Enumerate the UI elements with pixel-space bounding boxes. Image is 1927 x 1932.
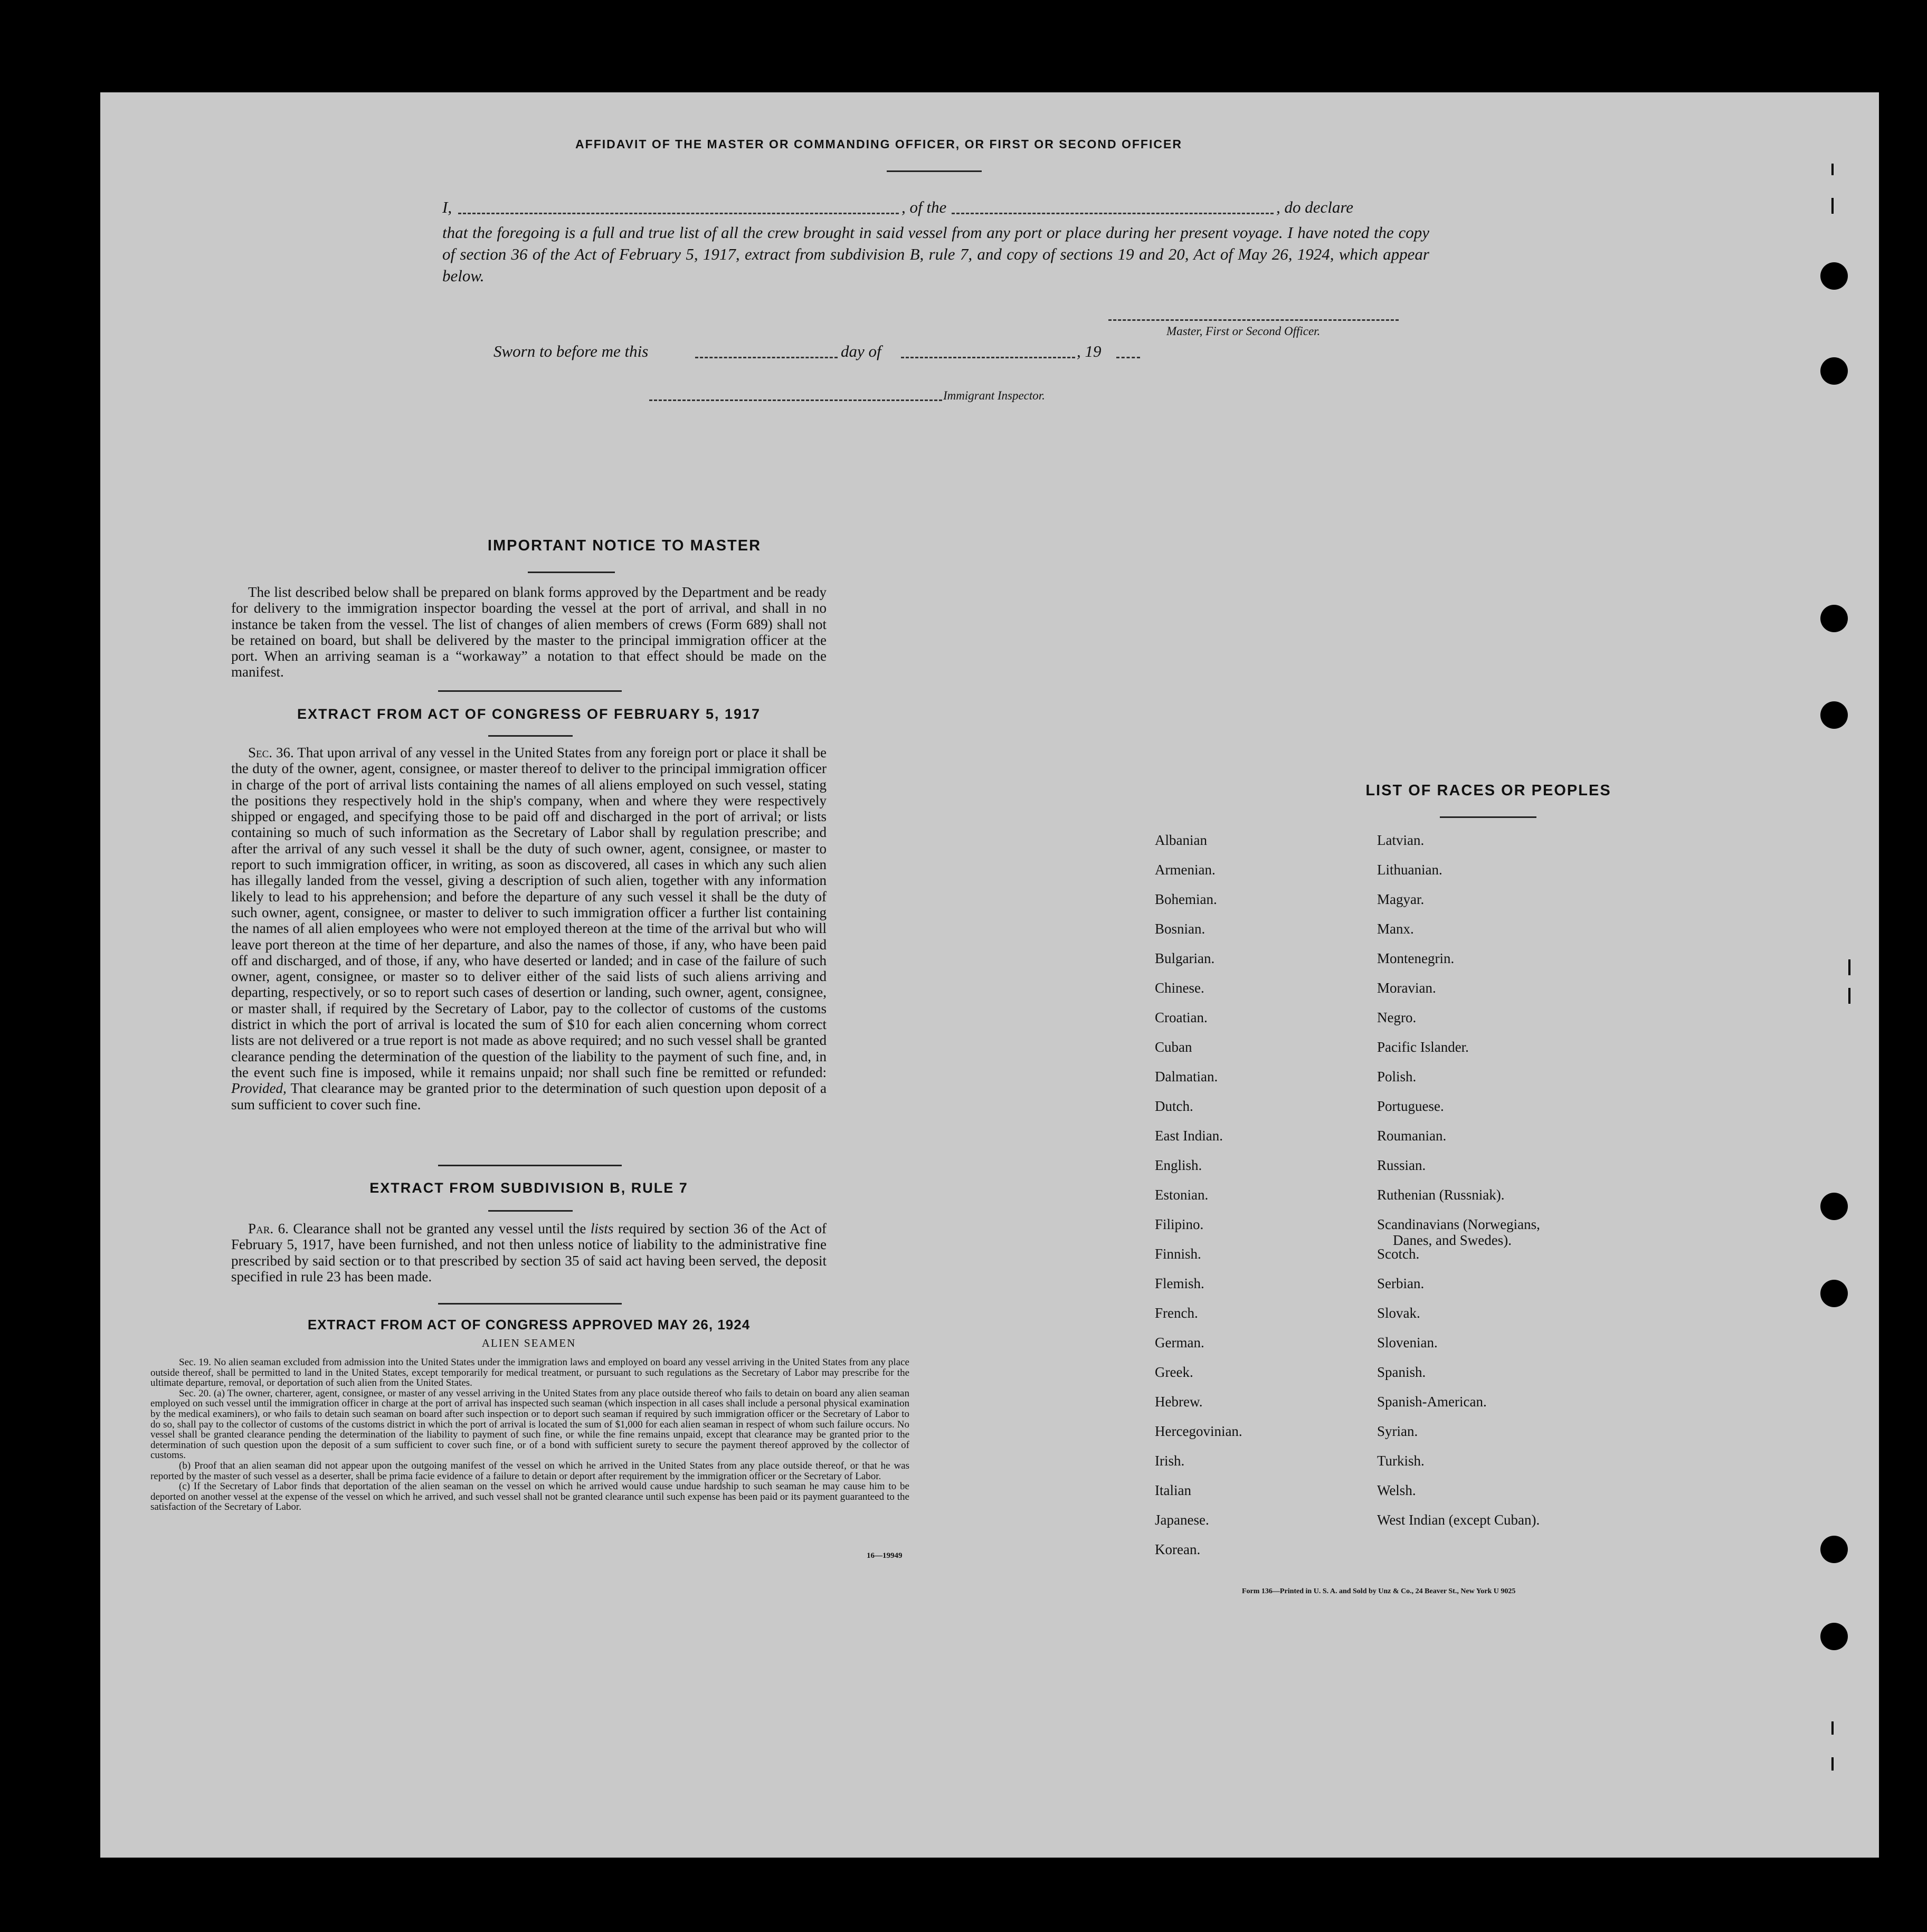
races-title-rule bbox=[1440, 816, 1536, 818]
race-item: Japanese. bbox=[1155, 1512, 1209, 1528]
race-item: Negro. bbox=[1377, 1010, 1417, 1025]
margin-mark bbox=[1848, 959, 1850, 975]
day-blank[interactable] bbox=[695, 357, 838, 358]
race-item: Irish. bbox=[1155, 1453, 1185, 1469]
race-item: Pacific Islander. bbox=[1377, 1039, 1469, 1055]
races-title: LIST OF RACES OR PEOPLES bbox=[1365, 782, 1611, 799]
document-page bbox=[100, 92, 1879, 1858]
race-item: Syrian. bbox=[1377, 1423, 1418, 1439]
race-item: Korean. bbox=[1155, 1541, 1201, 1557]
race-item: Slovak. bbox=[1377, 1305, 1420, 1321]
lists-word: lists bbox=[590, 1221, 614, 1236]
race-item: Cuban bbox=[1155, 1039, 1192, 1055]
race-item: Welsh. bbox=[1377, 1482, 1416, 1498]
race-item: Manx. bbox=[1377, 921, 1414, 937]
binder-hole bbox=[1820, 1193, 1848, 1220]
margin-mark bbox=[1831, 198, 1834, 214]
rule-7-rule bbox=[488, 1210, 573, 1212]
notice-title-rule bbox=[528, 572, 615, 573]
race-item: Spanish. bbox=[1377, 1364, 1426, 1380]
master-label: Master, First or Second Officer. bbox=[1166, 325, 1321, 338]
race-item: Croatian. bbox=[1155, 1010, 1208, 1025]
race-item: Greek. bbox=[1155, 1364, 1193, 1380]
form-footer: Form 136—Printed in U. S. A. and Sold by Unz & Co., 24 Beaver St., New York U 9025 bbox=[1242, 1587, 1516, 1595]
rule-7-title: EXTRACT FROM SUBDIVISION B, RULE 7 bbox=[369, 1180, 688, 1196]
provided-word: Provided, bbox=[231, 1080, 287, 1097]
binder-hole bbox=[1820, 1623, 1848, 1650]
declaration-line bbox=[442, 198, 1535, 219]
affidavit-title-rule bbox=[887, 170, 982, 172]
race-item: Filipino. bbox=[1155, 1216, 1204, 1232]
sec-36-text-end: That clearance may be granted prior to the determination of such question upon deposit of a sum sufficient to cover such fine. bbox=[231, 1080, 827, 1112]
race-item: Bosnian. bbox=[1155, 921, 1205, 937]
race-item: Roumanian. bbox=[1377, 1128, 1447, 1144]
notice-text: The list described below shall be prepared on blank forms approved by the Department and be ready for delivery to the immigration inspector boarding the vessel at the port of arrival, and shall in no instance be taken from the vessel. The list of changes of alien members of crews (Form 689) shall not be retained on board, but shall be delivered by the master to the principal immigration officer at the port. When an arriving seaman is a “workaway” a notation to that effect should be made on the manifest. bbox=[231, 584, 827, 680]
binder-hole bbox=[1820, 1280, 1848, 1307]
sworn-line bbox=[493, 342, 1232, 363]
binder-hole bbox=[1820, 1536, 1848, 1563]
margin-mark bbox=[1848, 988, 1850, 1004]
extract-1924-title: EXTRACT FROM ACT OF CONGRESS APPROVED MAY 26, 1924 bbox=[307, 1317, 751, 1333]
sec-36-label: Sec. 36. bbox=[248, 745, 294, 760]
race-item: Bulgarian. bbox=[1155, 950, 1215, 966]
race-item: Spanish-American. bbox=[1377, 1394, 1487, 1410]
race-item: Lithuanian. bbox=[1377, 862, 1442, 878]
rule-7-divider bbox=[438, 1303, 622, 1305]
rule-7-text bbox=[231, 1221, 827, 1284]
race-item: Turkish. bbox=[1377, 1453, 1425, 1469]
race-item: Flemish. bbox=[1155, 1276, 1204, 1291]
inspector-signature-line[interactable] bbox=[649, 399, 942, 401]
binder-hole bbox=[1820, 701, 1848, 729]
race-item: German. bbox=[1155, 1335, 1204, 1350]
master-signature-line[interactable] bbox=[1108, 319, 1399, 321]
binder-hole bbox=[1820, 605, 1848, 632]
race-item: East Indian. bbox=[1155, 1128, 1223, 1144]
race-item: Slovenian. bbox=[1377, 1335, 1438, 1350]
race-item: Serbian. bbox=[1377, 1276, 1425, 1291]
race-item: Ruthenian (Russniak). bbox=[1377, 1187, 1505, 1203]
declaration-of: , of the bbox=[901, 198, 947, 216]
extract-1917-rule bbox=[488, 735, 573, 737]
race-item: Russian. bbox=[1377, 1157, 1426, 1173]
binder-hole bbox=[1820, 262, 1848, 290]
race-item: Dutch. bbox=[1155, 1098, 1193, 1114]
sworn-text: Sworn to before me this bbox=[493, 342, 649, 360]
race-item: West Indian (except Cuban). bbox=[1377, 1512, 1540, 1528]
race-item: Dalmatian. bbox=[1155, 1069, 1218, 1084]
sec-19-text: Sec. 19. No alien seaman excluded from admission into the United States under the immigration laws and employed on board any vessel arriving in the United States from any place outside thereof, shall be permitted to land in the United States, except temporarily for medical treatment, or pursuant to such regulations as the Secretary of Labor may prescribe for the ultimate departure, removal, or deportation of such alien from the United States. bbox=[150, 1357, 909, 1389]
margin-mark bbox=[1831, 1757, 1834, 1771]
race-item: Magyar. bbox=[1377, 891, 1425, 907]
race-item: Polish. bbox=[1377, 1069, 1417, 1084]
race-item: Scotch. bbox=[1377, 1246, 1420, 1262]
race-item: Danes, and Swedes). bbox=[1393, 1232, 1512, 1248]
sec-20c-text: (c) If the Secretary of Labor finds that deportation of the alien seaman on the vessel on which he arrived would cause undue hardship to such seaman he may cause him to be deported on another vessel at the expense of the vessel on which he arrived, and such vessel shall not be granted clearance until such expense has been paid or its payment guaranteed to the satisfaction of the Secretary of Labor. bbox=[150, 1481, 909, 1513]
notice-divider bbox=[438, 690, 622, 692]
extract-1924-text bbox=[150, 1357, 909, 1512]
margin-mark bbox=[1831, 1721, 1834, 1735]
binder-hole bbox=[1820, 357, 1848, 385]
sec-20a-text: Sec. 20. (a) The owner, charterer, agent, consignee, or master of any vessel arriving in the United States from any place outside thereof who fails to detain on board any alien seaman employed on such vessel until the immigration officer in charge at the port of arrival has inspected such seaman (which inspection in all cases shall include a personal physical examination by the medical examiners), or who fails to detain such seaman on board after such inspection or to deport such seaman if required by such immigration officer or the Secretary of Labor to do so, shall pay to the collector of customs of the customs district in which the port of arrival is located the sum of $1,000 for each alien seaman in respect of whom such failure occurs. No vessel shall be granted clearance pending the determination of the liability to payment of such fine, or while the fine remains unpaid, except that clearance may be granted prior to the determination of such question upon the deposit of a sum sufficient to cover such fine, or of a bond with sufficient surety to secure the payment thereof approved by the collector of customs. bbox=[150, 1387, 909, 1461]
par-6-label: Par. 6. bbox=[248, 1221, 289, 1236]
affidavit-title: AFFIDAVIT OF THE MASTER OR COMMANDING OFFICER, OR FIRST OR SECOND OFFICER bbox=[575, 137, 1182, 151]
name-blank[interactable] bbox=[458, 213, 899, 214]
par-6-text-b: required by section 36 of the Act of February 5, 1917, have been furnished, and not then unless notice of liability to the administrative fine prescribed by said section or to that prescribed by section 35 of said act having been served, the deposit specified in rule 23 has been made. bbox=[231, 1221, 827, 1284]
declaration-declare: , do declare bbox=[1276, 198, 1354, 216]
form-code: 16—19949 bbox=[867, 1552, 903, 1560]
race-item: English. bbox=[1155, 1157, 1202, 1173]
race-item: Hercegovinian. bbox=[1155, 1423, 1242, 1439]
vessel-blank[interactable] bbox=[952, 213, 1274, 214]
sec-36-text: That upon arrival of any vessel in the United States from any foreign port or place it shall be the duty of the owner, agent, consignee, or master thereof to deliver to the principal immigration officer in charge of the port of arrival lists containing the names of all aliens employed on such vessel, stating the positions they respectively hold in the ship's company, when and where they were respectively shipped or engaged, and specifying those to be paid off and discharged in the port of arrival; or lists containing so much of such information as the Secretary of Labor shall by regulation prescribe; and after the arrival of any such vessel it shall be the duty of such owner, agent, consignee, or master to report to such immigration officer, in writing, as soon as discovered, all cases in which any such alien has illegally landed from the vessel, giving a description of such alien, together with any information likely to lead to his apprehension; and before the departure of any such vessel it shall be the duty of such owner, agent, consignee, or master to deliver to such immigration officer a further list containing the names of all alien employees who were not employed thereon at the time of the arrival but who will leave port thereon at the time of her departure, and also the names of those, if any, who have been paid off and discharged, and of those, if any, who have deserted or landed; and in case of the failure of such owner, agent, consignee, or master so to deliver either of the said lists of such aliens arriving and departing, respectively, or so to report such cases of desertion or landing, such owner, agent, consignee, or master shall, if required by the Secretary of Labor, pay to the collector of customs of the customs district in which the port of arrival is located the sum of $10 for each alien concerning whom correct lists are not delivered or a true report is not made as above required; and no such vessel shall be granted clearance pending the determination of the question of the liability to the payment of such fine, and, in the event such fine is imposed, while it remains unpaid; nor shall such fine be remitted or refunded: bbox=[231, 745, 827, 1080]
race-item: Portuguese. bbox=[1377, 1098, 1444, 1114]
race-item: Estonian. bbox=[1155, 1187, 1209, 1203]
inspector-label: Immigrant Inspector. bbox=[943, 389, 1045, 402]
sworn-year: , 19 bbox=[1077, 342, 1102, 360]
race-item: Moravian. bbox=[1377, 980, 1436, 996]
race-item: Albanian bbox=[1155, 832, 1207, 848]
month-blank[interactable] bbox=[901, 357, 1075, 358]
race-item: Latvian. bbox=[1377, 832, 1425, 848]
sworn-day: day of bbox=[841, 342, 881, 360]
race-item: Chinese. bbox=[1155, 980, 1204, 996]
race-item: French. bbox=[1155, 1305, 1198, 1321]
race-item: Armenian. bbox=[1155, 862, 1216, 878]
race-item: Bohemian. bbox=[1155, 891, 1217, 907]
extract-1924-subtitle: ALIEN SEAMEN bbox=[481, 1337, 576, 1349]
par-6-text-a: Clearance shall not be granted any vessel until the bbox=[293, 1221, 586, 1236]
declaration-i: I, bbox=[442, 198, 452, 216]
declaration-body: that the foregoing is a full and true list of all the crew brought in said vessel from any port or place during her present voyage. I have noted the copy of section 36 of the Act of February 5, 1917, extract from subdivision B, rule 7, and copy of sections 19 and 20, Act of May 26, 1924, which appear below. bbox=[442, 223, 1429, 285]
race-item: Hebrew. bbox=[1155, 1394, 1203, 1410]
sec-20b-text: (b) Proof that an alien seaman did not appear upon the outgoing manifest of the vessel on which he arrived in the United States from any place outside thereof, or that he was reported by the master of such vessel as a deserter, shall be prima facie evidence of a failure to detain or deport after requirement by the immigration officer or the Secretary of Labor. bbox=[150, 1460, 909, 1482]
race-item: Montenegrin. bbox=[1377, 950, 1455, 966]
extract-1917-title: EXTRACT FROM ACT OF CONGRESS OF FEBRUARY 5, 1917 bbox=[297, 706, 761, 722]
race-item: Finnish. bbox=[1155, 1246, 1201, 1262]
race-item: Italian bbox=[1155, 1482, 1191, 1498]
race-item: Scandinavians (Norwegians, bbox=[1377, 1216, 1540, 1232]
extract-1917-text bbox=[231, 745, 827, 1112]
margin-mark bbox=[1831, 164, 1834, 175]
extract-1917-divider bbox=[438, 1165, 622, 1166]
year-blank[interactable] bbox=[1116, 357, 1140, 358]
notice-title: IMPORTANT NOTICE TO MASTER bbox=[487, 537, 762, 554]
